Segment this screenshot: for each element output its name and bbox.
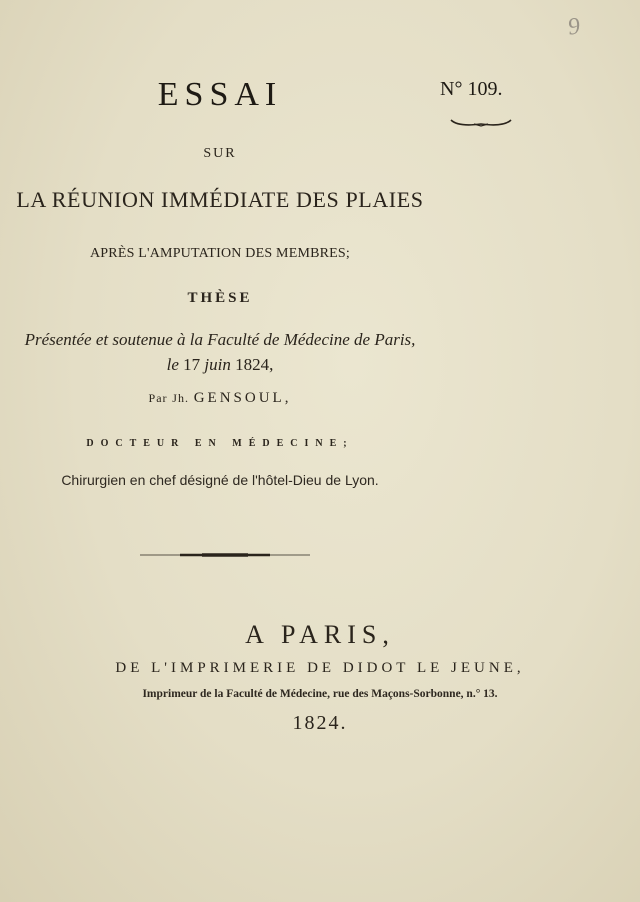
author-line [0, 390, 440, 407]
date-year: 1824, [235, 355, 274, 374]
author-position: Chirurgien en chef désigné de l'hôtel-Dieu de Lyon. [61, 472, 379, 488]
author-par: Par [148, 391, 168, 405]
document-number: N° 109. [440, 78, 503, 100]
date-month: juin [204, 355, 231, 374]
author-initial: Jh. [172, 391, 189, 405]
publication-city: A PARIS, [245, 620, 395, 649]
publication-year: 1824. [292, 712, 348, 734]
date-le: le [166, 355, 179, 374]
author-name: GENSOUL, [193, 390, 292, 406]
sur-label: SUR [203, 146, 237, 161]
printer-address: Imprimeur de la Faculté de Médecine, rue des Maçons-Sorbonne, n.° 13. [142, 688, 498, 700]
defense-date [0, 355, 440, 375]
thesis-subject: LA RÉUNION IMMÉDIATE DES PLAIES [16, 187, 424, 212]
date-day: 17 [183, 355, 201, 374]
section-divider [140, 550, 310, 560]
pencil-mark: 9 [566, 13, 582, 41]
presentation-line: Présentée et soutenue à la Faculté de Médecine de Paris, [24, 330, 416, 349]
ornamental-rule [450, 118, 512, 128]
these-heading: THÈSE [187, 290, 253, 306]
thesis-subtitle: APRÈS L'AMPUTATION DES MEMBRES; [89, 246, 351, 261]
document-title: ESSAI [157, 76, 283, 113]
printer-name: DE L'IMPRIMERIE DE DIDOT LE JEUNE, [115, 660, 525, 676]
author-degree: DOCTEUR EN MÉDECINE; [86, 438, 354, 449]
